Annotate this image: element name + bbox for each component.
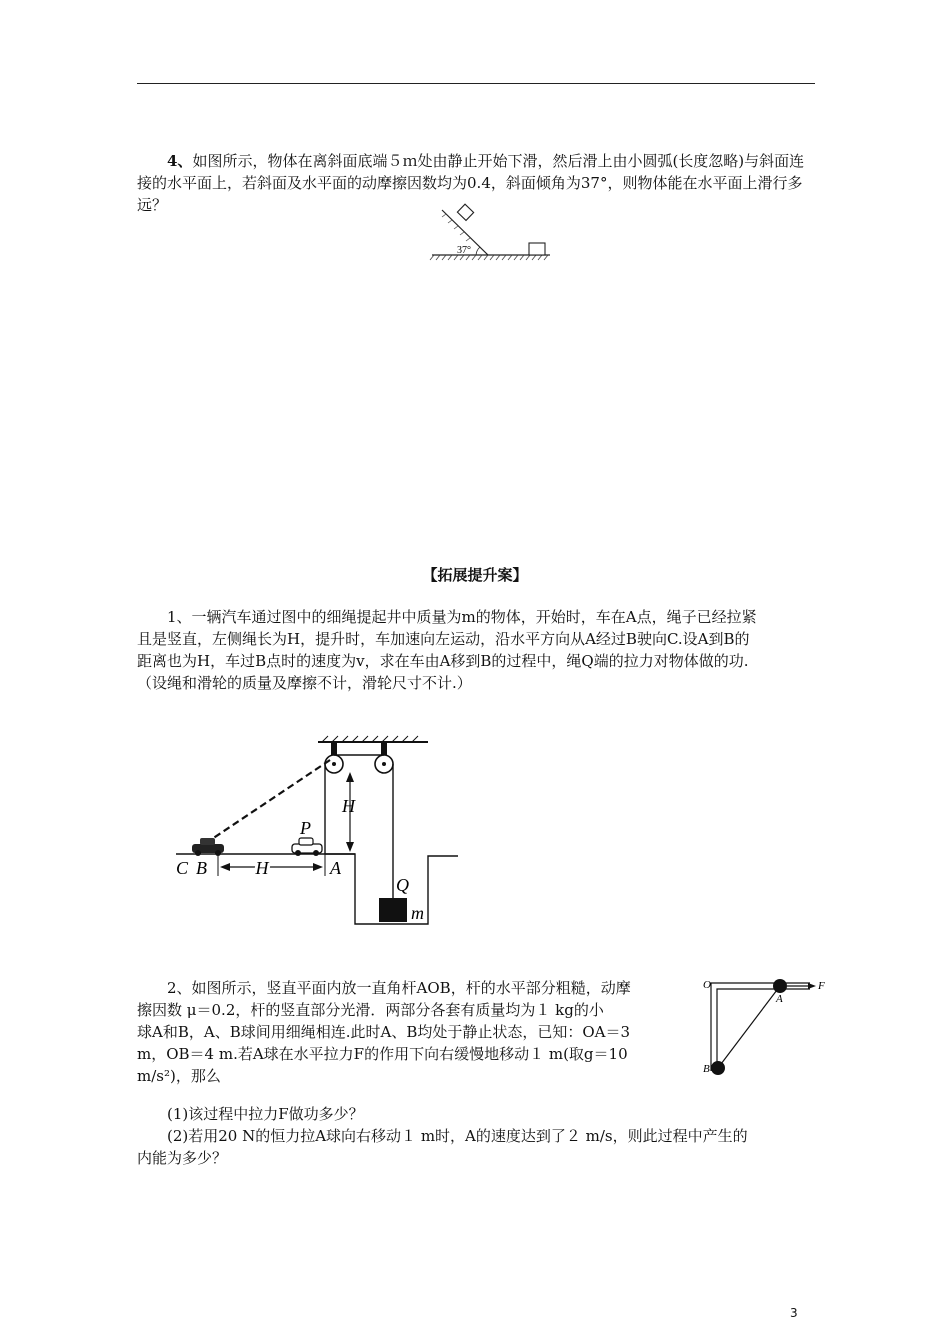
label-m: m (411, 903, 424, 923)
question-1-line: （设绳和滑轮的质量及摩擦不计，滑轮尺寸不计.） (137, 674, 472, 692)
question-2-subquestions (137, 1103, 817, 1169)
label-B: B (196, 858, 207, 878)
question-2-line: m/s²)，那么 (137, 1067, 221, 1085)
label-H-horizontal: H (255, 858, 269, 878)
subquestion-2: (2)若用20 N的恒力拉A球向右移动１ m时，A的速度达到了２ m/s，则此过程中产生的 (167, 1127, 748, 1145)
incline-figure (430, 205, 560, 265)
question-2-line: 球A和B，A、B球间用细绳相连.此时A、B均处于静止状态，已知：OA＝3 (137, 1023, 631, 1041)
question-4-number: 4、 (167, 152, 193, 170)
question-2-line: m，OB＝4 m.若A球在水平拉力F的作用下向右缓慢地移动１ m(取g＝10 (137, 1045, 628, 1063)
label-A: A (776, 993, 783, 1005)
question-2 (137, 977, 692, 1087)
subquestion-2-cont: 内能为多少？ (137, 1149, 228, 1167)
subquestion-1: (1)该过程中拉力F做功多少？ (167, 1105, 364, 1123)
question-4-text: 如图所示，物体在离斜面底端５ｍ处由静止开始下滑，然后滑上由小圆弧(长度忽略)与斜面连接的水平面上，若斜面及水平面的动摩擦因数均为0.4，斜面倾角为37°，则物体能在水平面上滑行多远？ (137, 152, 805, 214)
label-C: C (176, 858, 189, 878)
label-A: A (330, 858, 341, 878)
pulley-well-figure (170, 736, 470, 936)
question-2-line: 擦因数 μ＝0.2，杆的竖直部分光滑．两部分各套有质量均为１ kg的小 (137, 1001, 604, 1019)
label-F: F (818, 980, 825, 992)
car-at-B (192, 838, 224, 856)
car-at-P (292, 838, 322, 856)
question-1-line: 距离也为H，车过B点时的速度为v，求在车由A移到B的过程中，绳Q端的拉力对物体做的功. (137, 652, 749, 670)
label-O: O (703, 979, 711, 991)
label-P: P (300, 818, 311, 838)
right-angle-rod-figure (700, 975, 830, 1075)
header-rule (137, 83, 815, 84)
page-number: 3 (790, 1306, 798, 1320)
question-2-line: 2、如图所示，竖直平面内放一直角杆AOB，杆的水平部分粗糙，动摩 (167, 979, 631, 997)
label-H-vertical: H (342, 796, 355, 816)
label-Q: Q (396, 875, 409, 895)
question-1-line: 1、一辆汽车通过图中的细绳提起井中质量为m的物体，开始时，车在A点，绳子已经拉紧 (167, 608, 757, 626)
question-1 (137, 606, 817, 694)
label-B: B (703, 1063, 710, 1075)
section-title: 【拓展提升案】 (422, 566, 528, 584)
question-1-line: 且是竖直，左侧绳长为H，提升时，车加速向左运动，沿水平方向从A经过B驶向C.设A到B的 (137, 630, 750, 648)
angle-label: 37° (457, 245, 471, 256)
